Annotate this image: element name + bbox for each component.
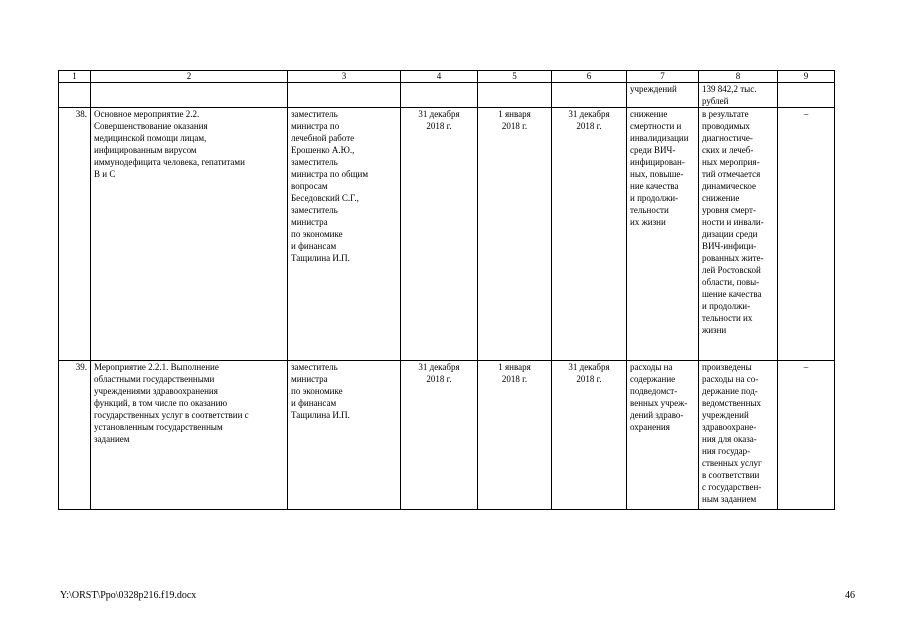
expected-result-cell — [627, 83, 699, 108]
text-line: тельности их — [702, 313, 753, 323]
text-line: учреждений — [630, 84, 677, 94]
text-line: 139 842,2 тыс. — [702, 84, 757, 94]
text-line: Основное мероприятие 2.2. — [94, 109, 200, 119]
table-cell — [478, 83, 552, 108]
text-line: 2018 г. — [426, 121, 452, 131]
text-line: 2018 г. — [501, 374, 528, 384]
note-cell: – — [778, 361, 835, 510]
text-line: ных мероприя- — [702, 157, 760, 167]
header-cell: 5 — [478, 71, 552, 83]
text-line: 2018 г. — [501, 121, 528, 131]
text-line: Мероприятие 2.2.1. Выполнение — [94, 362, 219, 372]
text-line: Совершенствование оказания — [94, 121, 208, 131]
text-line: ских и лечеб- — [702, 145, 754, 155]
text-line: ния для оказа- — [702, 434, 757, 444]
text-line: рублей — [702, 96, 729, 106]
text-line: Ерошенко А.Ю., — [291, 145, 355, 155]
text-line: инфицированным вирусом — [94, 145, 197, 155]
date-cell — [478, 361, 552, 510]
text-line: содержание — [630, 374, 676, 384]
text-line: диагностиче- — [702, 133, 753, 143]
text-line: заданием — [94, 434, 130, 444]
table-cell — [401, 83, 478, 108]
text-line: и финансам — [291, 398, 337, 408]
text-line: медицинской помощи лицам, — [94, 133, 207, 143]
text-line: венных учреж- — [630, 398, 688, 408]
header-cell: 7 — [627, 71, 699, 83]
text-line: и продолжи- — [630, 193, 679, 203]
table-row — [59, 108, 835, 361]
row-number: 39. — [59, 361, 91, 510]
actual-result-cell — [699, 108, 778, 361]
text-line: жизни — [702, 325, 727, 335]
text-line: заместитель — [291, 205, 338, 215]
continuation-row — [59, 83, 835, 108]
text-line: министра по общим — [291, 169, 369, 179]
text-line: здравоохране- — [702, 422, 757, 432]
text-line: в соответствии — [702, 470, 760, 480]
text-line: ведомственных — [702, 398, 761, 408]
header-cell: 6 — [552, 71, 627, 83]
text-line: ние качества — [630, 181, 679, 191]
text-line: 1 января — [498, 109, 531, 119]
text-line: 1 января — [498, 362, 531, 372]
responsible-cell — [288, 108, 401, 361]
text-line: В и С — [94, 169, 116, 179]
text-line: по экономике — [291, 386, 343, 396]
text-line: ВИЧ-инфици- — [702, 241, 757, 251]
text-line: снижение — [702, 193, 740, 203]
text-line: среди ВИЧ- — [630, 145, 676, 155]
table-header-row — [59, 71, 835, 83]
expected-result-cell — [627, 108, 699, 361]
text-line: функций, в том числе по оказанию — [94, 398, 228, 408]
text-line: инфицирован- — [630, 157, 685, 167]
measure-name-cell — [91, 361, 288, 510]
file-path: Y:\ORST\Ppo\0328p216.f19.docx — [60, 590, 197, 601]
text-line: министра по — [291, 121, 340, 131]
text-line: иммунодефицита человека, гепатитами — [94, 157, 245, 167]
text-line: по экономике — [291, 229, 343, 239]
text-line: смертности и — [630, 121, 682, 131]
table-cell — [91, 83, 288, 108]
text-line: ных, повыше- — [630, 169, 684, 179]
table-cell — [552, 83, 627, 108]
actual-result-cell — [699, 83, 778, 108]
text-line: заместитель — [291, 109, 338, 119]
text-line: снижение — [630, 109, 668, 119]
text-line: дений здраво- — [630, 410, 684, 420]
data-table — [58, 70, 835, 510]
text-line: 31 декабря — [418, 362, 460, 372]
expected-result-cell — [627, 361, 699, 510]
text-line: государственных услуг в соответствии с — [94, 410, 249, 420]
text-line: динамическое — [702, 181, 756, 191]
text-line: областными государственными — [94, 374, 215, 384]
text-line: подведомст- — [630, 386, 678, 396]
note-cell: – — [778, 108, 835, 361]
text-line: держание под- — [702, 386, 758, 396]
header-cell: 3 — [288, 71, 401, 83]
text-line: инвалидизации — [630, 133, 689, 143]
text-line: расходы на — [630, 362, 673, 372]
text-line: и продолжи- — [702, 301, 751, 311]
text-line: уровня смерт- — [702, 205, 756, 215]
text-line: 31 декабря — [568, 109, 610, 119]
text-line: области, повы- — [702, 277, 760, 287]
text-line: их жизни — [630, 217, 666, 227]
table-cell — [288, 83, 401, 108]
text-line: ности и инвали- — [702, 217, 764, 227]
text-line: 31 декабря — [418, 109, 460, 119]
header-cell: 8 — [699, 71, 778, 83]
text-line: министра — [291, 217, 328, 227]
table-cell — [59, 83, 91, 108]
text-line: заместитель — [291, 157, 338, 167]
date-cell — [552, 108, 627, 361]
measure-name-cell — [91, 108, 288, 361]
text-line: ния государ- — [702, 446, 751, 456]
text-line: 2018 г. — [576, 374, 602, 384]
text-line: произведены — [702, 362, 752, 372]
text-line: вопросам — [291, 181, 328, 191]
text-line: и финансам — [291, 241, 337, 251]
text-line: заместитель — [291, 362, 338, 372]
text-line: дизации среди — [702, 229, 758, 239]
date-cell — [478, 108, 552, 361]
text-line: учреждениями здравоохранения — [94, 386, 218, 396]
date-cell — [401, 108, 478, 361]
text-line: установленным государственным — [94, 422, 223, 432]
date-cell — [552, 361, 627, 510]
text-line: 2018 г. — [426, 374, 452, 384]
text-line: Тащилина И.П. — [291, 410, 350, 420]
text-line: рованных жите- — [702, 253, 764, 263]
text-line: в результате — [702, 109, 749, 119]
row-number: 38. — [59, 108, 91, 361]
text-line: 2018 г. — [576, 121, 602, 131]
text-line: 31 декабря — [568, 362, 610, 372]
table-cell — [778, 83, 835, 108]
text-line: тельности — [630, 205, 669, 215]
text-line: ственных услуг — [702, 458, 762, 468]
actual-result-cell — [699, 361, 778, 510]
header-cell: 9 — [778, 71, 835, 83]
text-line: Тащилина И.П. — [291, 253, 350, 263]
text-line: проводимых — [702, 121, 750, 131]
text-line: лей Ростовской — [702, 265, 761, 275]
text-line: министра — [291, 374, 328, 384]
text-line: с государствен- — [702, 482, 762, 492]
page-number: 46 — [845, 590, 855, 601]
header-cell: 4 — [401, 71, 478, 83]
text-line: охранения — [630, 422, 670, 432]
text-line: учреждений — [702, 410, 749, 420]
header-cell: 1 — [59, 71, 91, 83]
text-line: шение качества — [702, 289, 762, 299]
responsible-cell — [288, 361, 401, 510]
text-line: ным заданием — [702, 494, 757, 504]
header-cell: 2 — [91, 71, 288, 83]
date-cell — [401, 361, 478, 510]
table-row — [59, 361, 835, 510]
text-line: Беседовский С.Г., — [291, 193, 359, 203]
text-line: лечебной работе — [291, 133, 355, 143]
text-line: тий отмечается — [702, 169, 761, 179]
text-line: расходы на со- — [702, 374, 759, 384]
